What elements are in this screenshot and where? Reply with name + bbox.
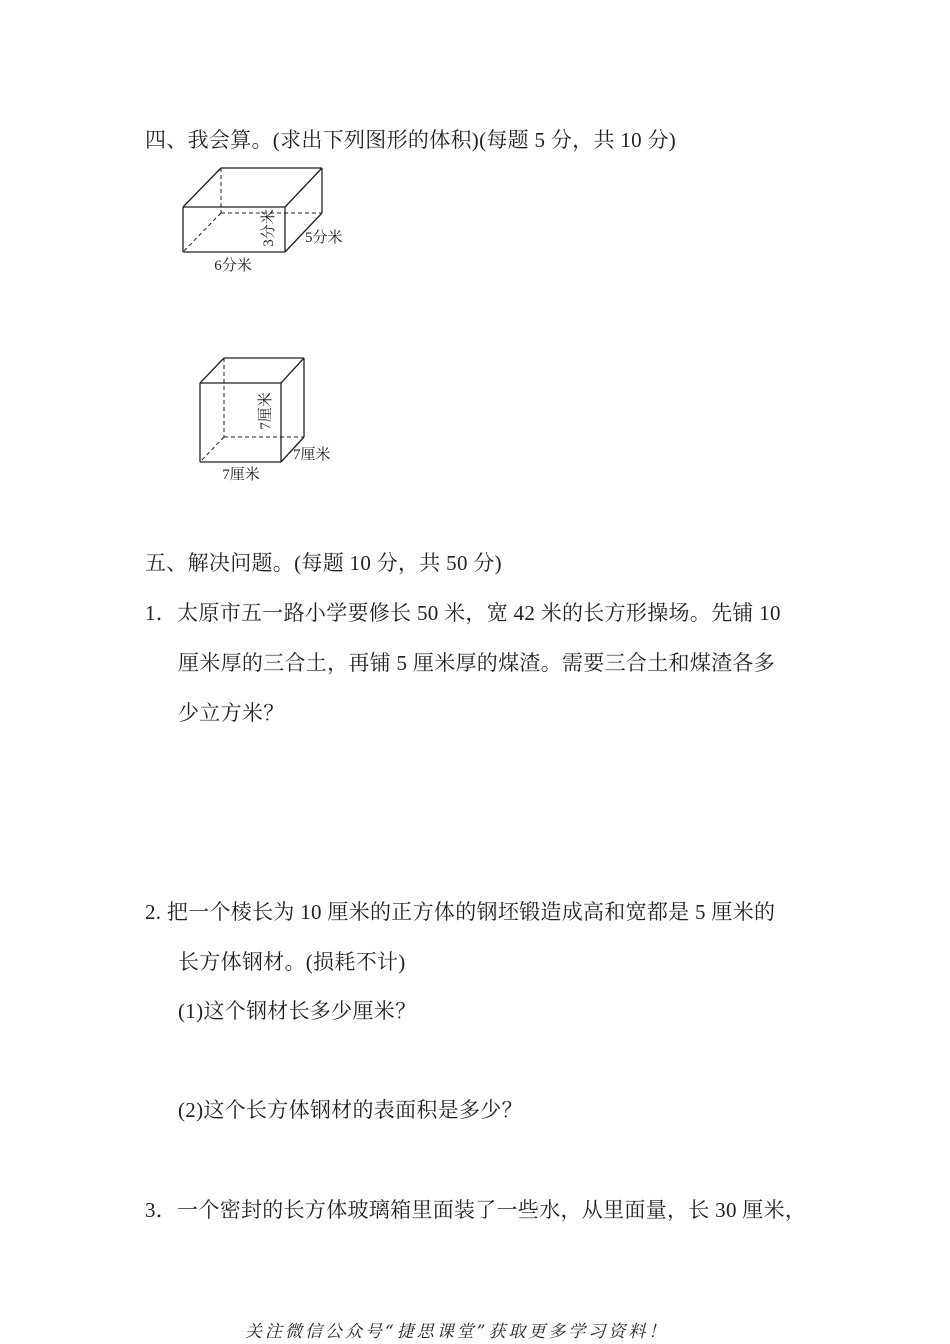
cuboid-top-left-edge (183, 168, 221, 207)
cuboid-width-label: 5分米 (305, 230, 343, 246)
question2-line2: 长方体钢材。(损耗不计) (178, 950, 406, 974)
cuboid-length-label: 6分米 (214, 258, 252, 274)
cuboid-hidden-diagonal-edge (183, 213, 221, 252)
question3-line1: 3．一个密封的长方体玻璃箱里面装了一些水，从里面量，长 30 厘米， (145, 1198, 807, 1222)
cube-length-label: 7厘米 (222, 467, 260, 483)
question2-sub2: (2)这个长方体钢材的表面积是多少？ (178, 1098, 523, 1122)
question1-line3: 少立方米？ (178, 701, 285, 725)
cube-width-label: 7厘米 (293, 447, 331, 463)
question1-line2: 厘米厚的三合土，再铺 5 厘米厚的煤渣。需要三合土和煤渣各多 (178, 651, 775, 675)
cuboid-height-label: 3分米 (261, 209, 277, 247)
cube-height-label: 7厘米 (258, 392, 274, 430)
section5-title: 五、解决问题。(每题 10 分，共 50 分) (145, 551, 502, 575)
cube-hidden-diagonal-edge (200, 437, 224, 462)
cube-top-left-edge (200, 358, 224, 383)
cube-top-right-edge (281, 358, 304, 383)
footer-note: 关注微信公众号“捷思课堂”获取更多学习资料！ (245, 1322, 669, 1342)
cuboid-top-right-edge (285, 168, 322, 207)
section4-title: 四、我会算。(求出下列图形的体积)(每题 5 分，共 10 分) (145, 128, 677, 152)
cube-figure (200, 358, 331, 483)
question2-sub1: (1)这个钢材长多少厘米？ (178, 999, 417, 1023)
cuboid-figure (183, 168, 343, 274)
question2-line1: 2. 把一个棱长为 10 厘米的正方体的钢坯锻造成高和宽都是 5 厘米的 (145, 900, 776, 924)
question1-line1: 1．太原市五一路小学要修长 50 米，宽 42 米的长方形操场。先铺 10 (145, 601, 781, 625)
